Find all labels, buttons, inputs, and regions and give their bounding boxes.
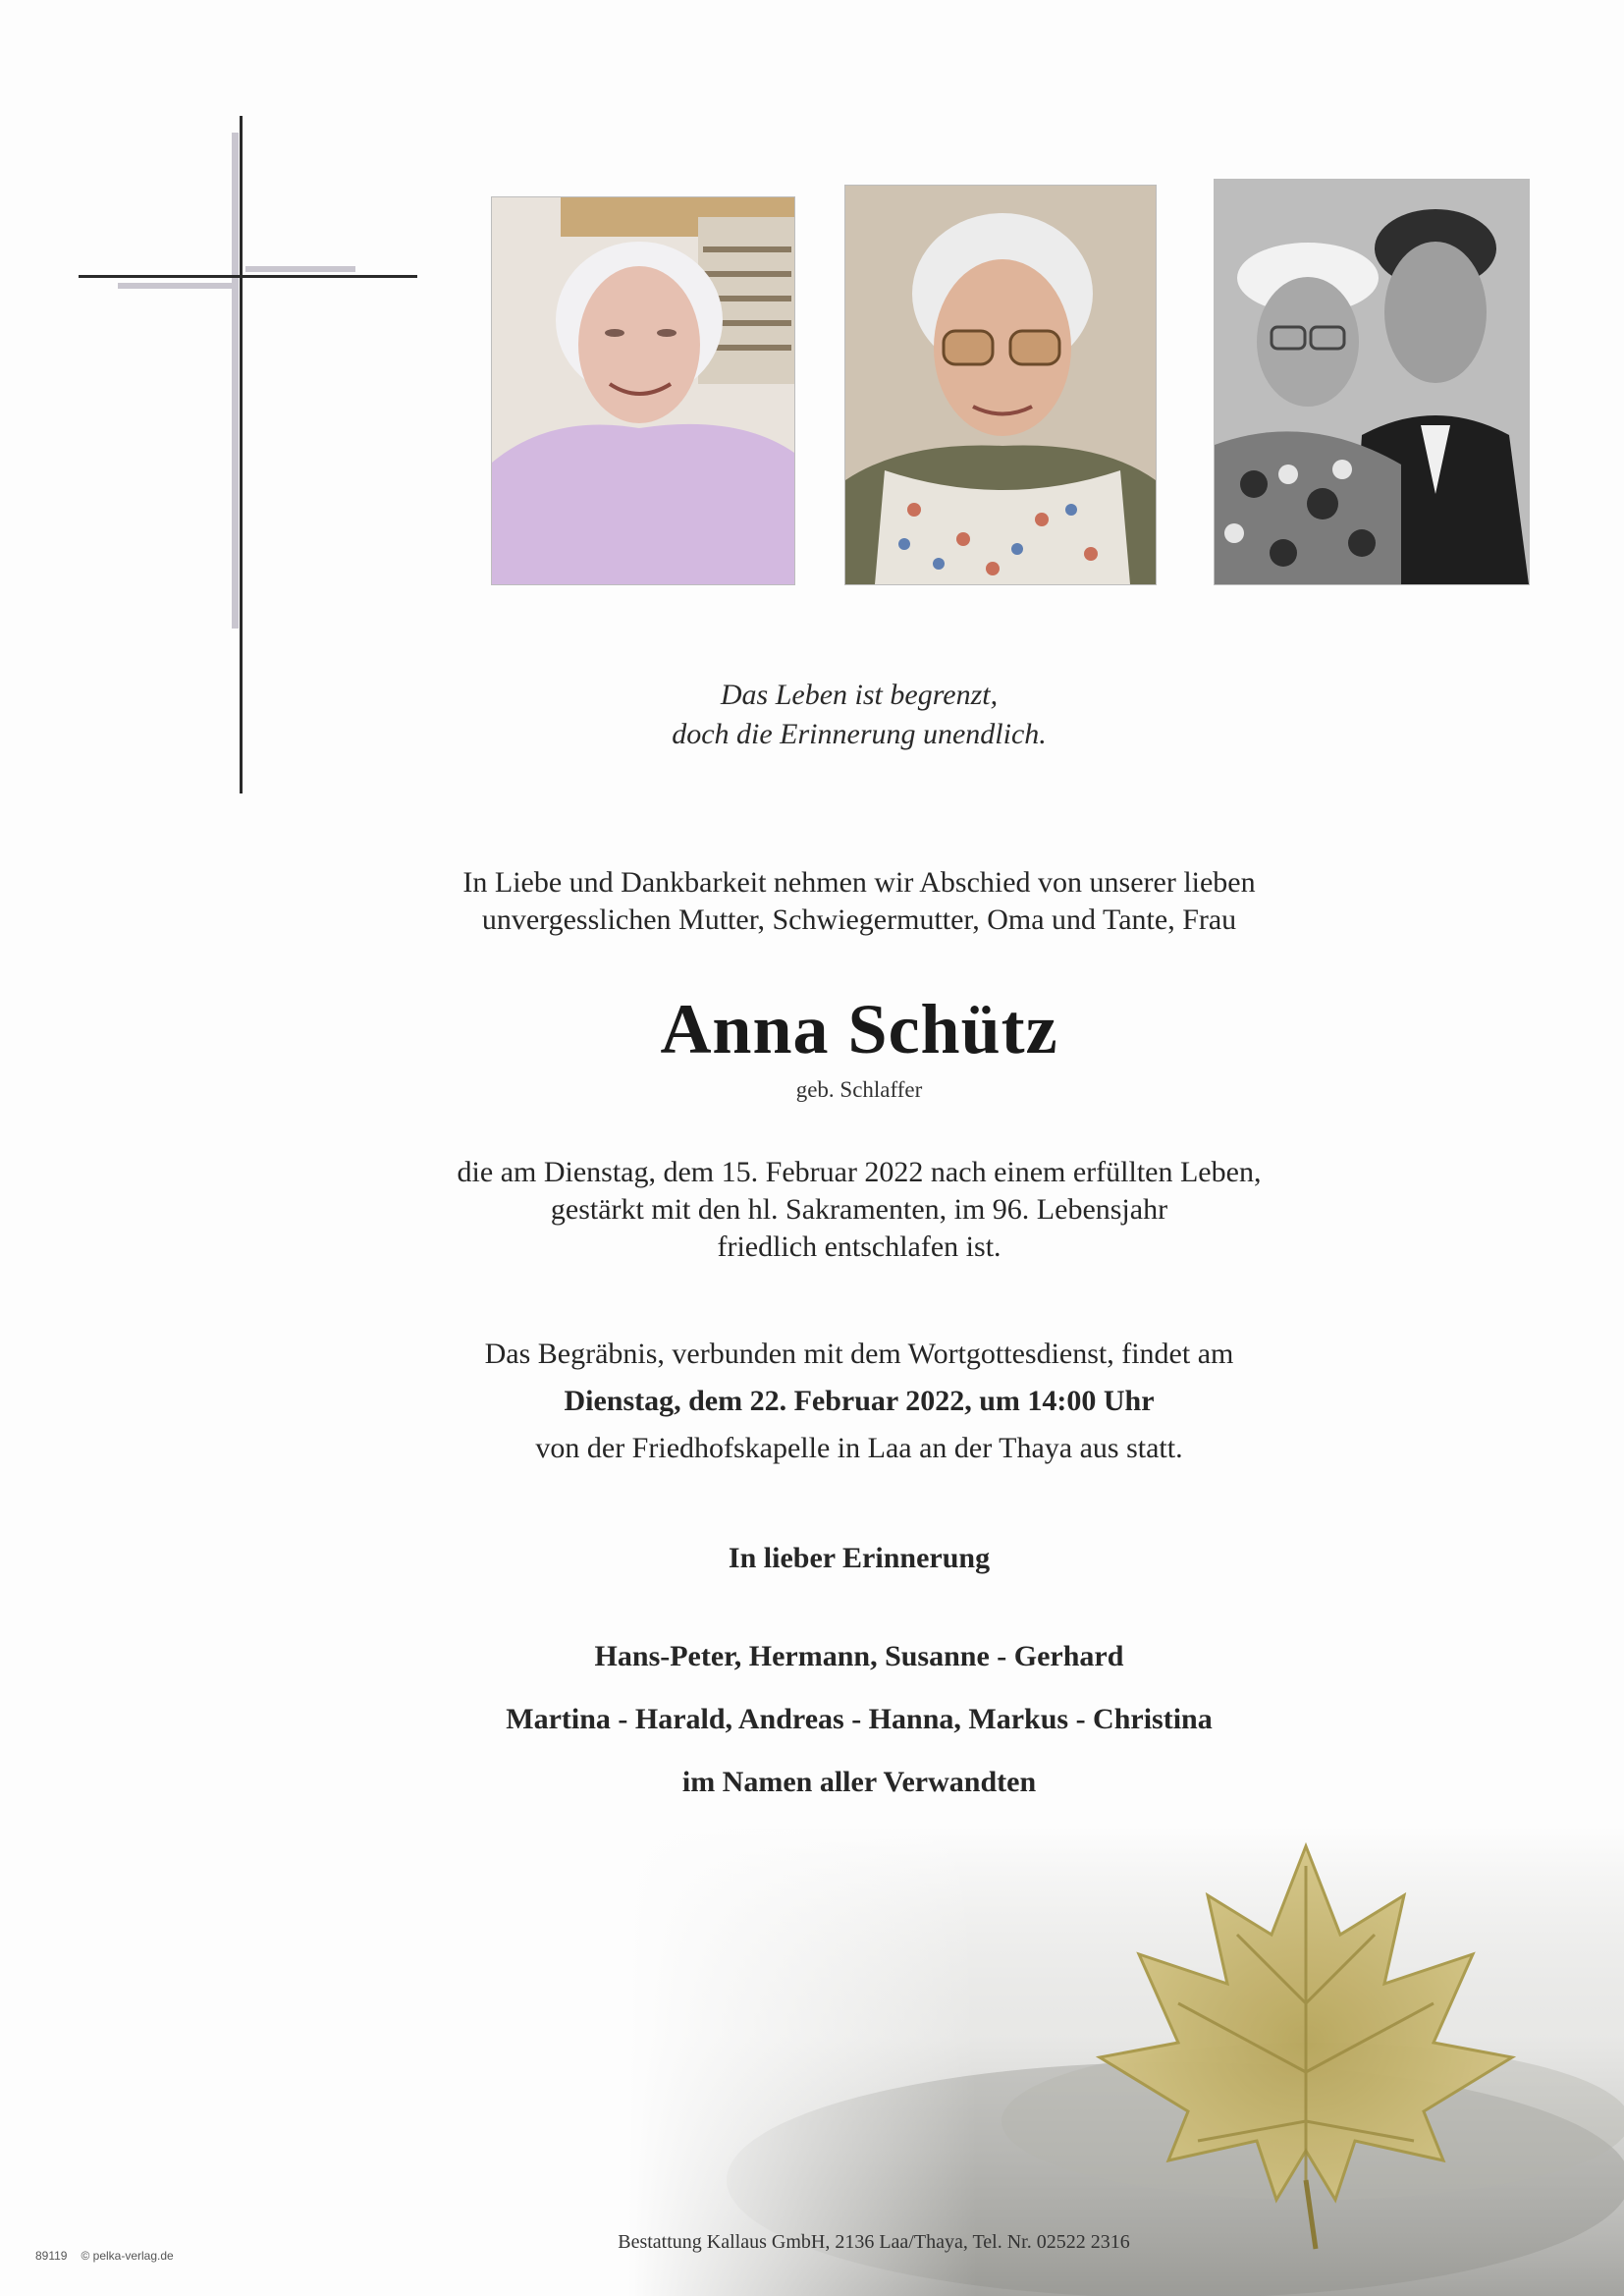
portrait-photo-middle-age [844,185,1157,585]
funeral-info [245,1331,1473,1472]
portrait-photo-elderly [491,196,795,585]
deceased-name: Anna Schütz [660,990,1058,1068]
death-line-2: gestärkt mit den hl. Sakramenten, im 96. Lebensjahr [550,1193,1168,1226]
memorial-quote [245,676,1473,754]
undertaker-info: Bestattung Kallaus GmbH, 2136 Laa/Thaya, Tel. Nr. 02522 2316 [618,2231,1130,2253]
funeral-location: von der Friedhofskapelle in Laa an der Thaya aus statt. [535,1432,1183,1464]
memory-heading: In lieber Erinnerung [728,1542,991,1574]
birth-name: geb. Schlaffer [795,1077,923,1102]
wedding-photo-couple [1214,179,1530,585]
family-line-3: im Namen aller Verwandten [681,1766,1037,1798]
maple-leaf-icon [628,1827,1624,2296]
death-line-3: friedlich entschlafen ist. [717,1230,1001,1263]
death-line-1: die am Dienstag, dem 15. Februar 2022 nach einem erfüllten Leben, [457,1156,1262,1188]
family-line-2: Martina - Harald, Andreas - Hanna, Markus - Christina [506,1703,1213,1735]
intro-line-2: unvergesslichen Mutter, Schwiegermutter, Oma und Tante, Frau [481,903,1237,936]
death-notice [245,1154,1473,1266]
funeral-date: Dienstag, dem 22. Februar 2022, um 14:00 Uhr [564,1385,1155,1417]
intro-line-1: In Liebe und Dankbarkeit nehmen wir Abschied von unserer lieben [462,866,1256,899]
quote-line-2: doch die Erinnerung unendlich. [672,718,1047,750]
family-line-1: Hans-Peter, Hermann, Susanne - Gerhard [594,1640,1124,1672]
product-code: 89119 [35,2249,68,2263]
publisher-mark: © pelka-verlag.de [81,2249,174,2263]
quote-line-1: Das Leben ist begrenzt, [720,679,999,711]
print-code [35,2249,188,2263]
intro-text [245,864,1473,939]
funeral-line-1: Das Begräbnis, verbunden mit dem Wortgottesdienst, findet am [484,1338,1234,1370]
